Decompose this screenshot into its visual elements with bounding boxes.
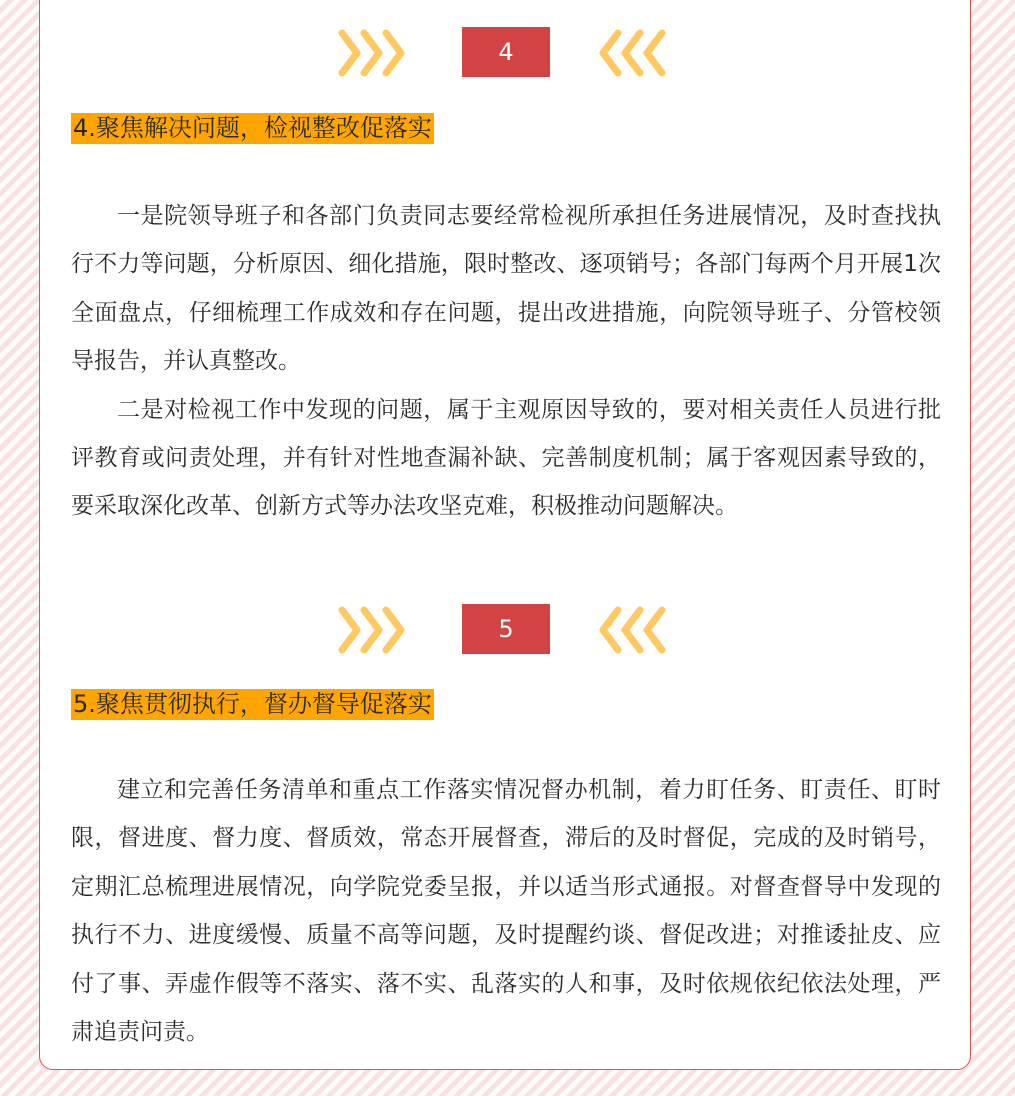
paragraph: 二是对检视工作中发现的问题，属于主观原因导致的，要对相关责任人员进行批评教育或问责处理，并有针对性地查漏补缺、完善制度机制；属于客观因素导致的，要采取深化改革、创新方式等办法攻坚克难，积极推动问题解决。 bbox=[71, 396, 941, 520]
left-chevrons-icon bbox=[598, 27, 674, 79]
content-card bbox=[39, 0, 971, 1070]
section-5-heading: 5.聚焦贯彻执行，督办督导促落实 bbox=[73, 690, 432, 718]
section-4-body bbox=[71, 192, 941, 531]
section-5-body bbox=[71, 766, 941, 1056]
section-4-heading: 4.聚焦解决问题，检视整改促落实 bbox=[73, 114, 432, 142]
section-number-badge: 4 bbox=[462, 27, 550, 77]
right-chevrons-icon bbox=[337, 27, 413, 79]
paragraph: 建立和完善任务清单和重点工作落实情况督办机制，着力盯任务、盯责任、盯时限，督进度、督力度、督质效，常态开展督查，滞后的及时督促，完成的及时销号，定期汇总梳理进展情况，向学院党委呈报，并以适当形式通报。对督查督导中发现的执行不力、进度缓慢、质量不高等问题，及时提醒约谈、督促改进；对推诿扯皮、应付了事、弄虚作假等不落实、落不实、乱落实的人和事，及时依规依纪依法处理，严肃追责问责。 bbox=[71, 777, 941, 1046]
right-chevrons-icon bbox=[337, 604, 413, 656]
paragraph: 一是院领导班子和各部门负责同志要经常检视所承担任务进展情况，及时查找执行不力等问题，分析原因、细化措施，限时整改、逐项销号；各部门每两个月开展1次全面盘点，仔细梳理工作成效和存在问题，提出改进措施，向院领导班子、分管校领导报告，并认真整改。 bbox=[71, 203, 941, 375]
section-4-marker bbox=[40, 27, 972, 79]
left-chevrons-icon bbox=[598, 604, 674, 656]
section-5-marker bbox=[40, 604, 972, 656]
section-number-badge: 5 bbox=[462, 604, 550, 654]
